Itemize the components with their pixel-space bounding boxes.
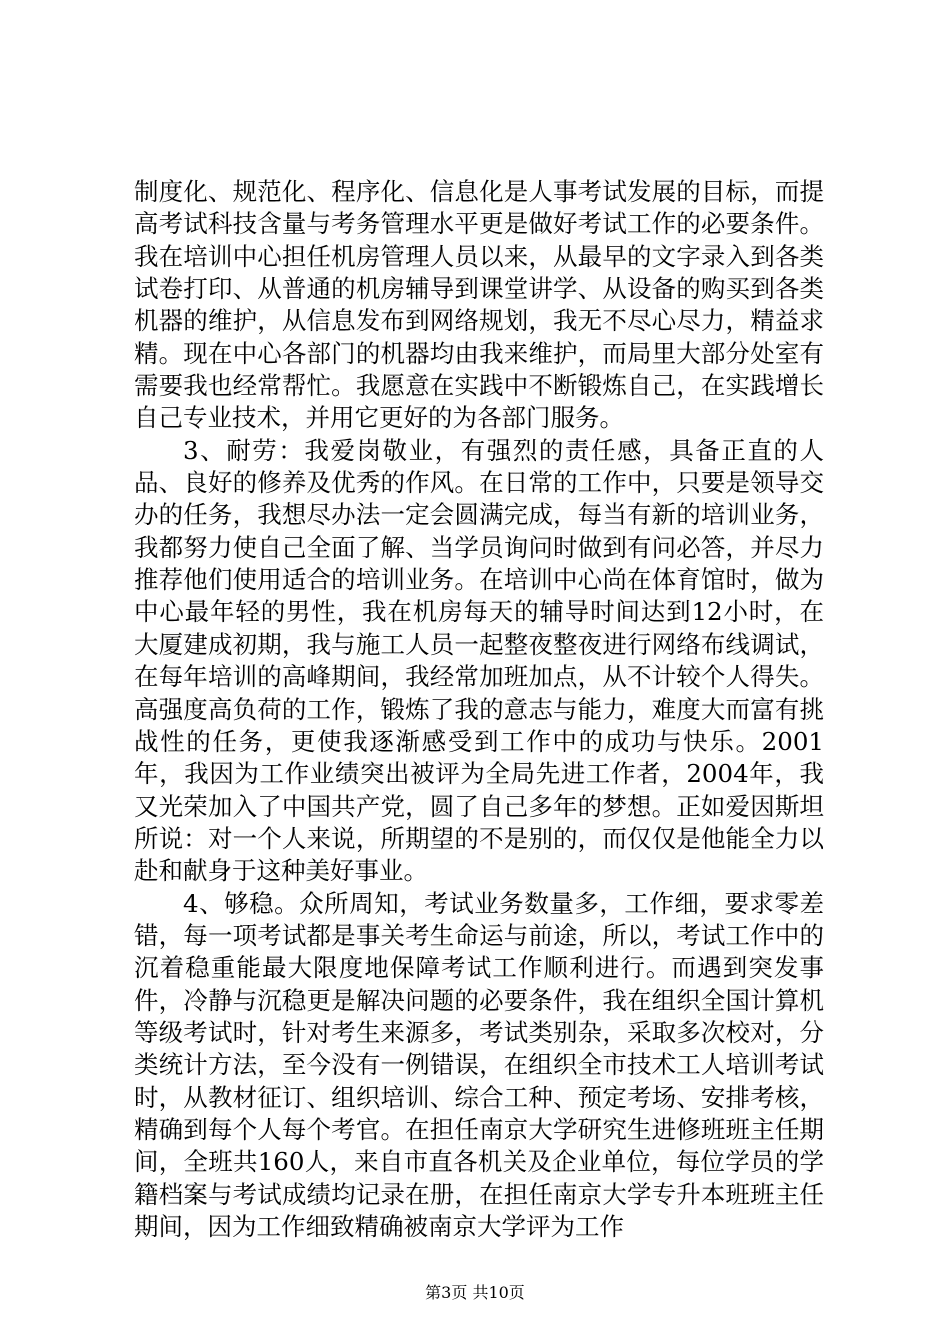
paragraph-1: 制度化、规范化、程序化、信息化是人事考试发展的目标，而提高考试科技含量与考务管理水平更是做好考试工作的必要条件。我在培训中心担任机房管理人员以来，从最早的文字录入到各类试卷打印、从普通的机房辅导到课堂讲学、从设备的购买到各类机器的维护，从信息发布到网络规划，我无不尽心尽力，精益求精。现在中心各部门的机器均由我来维护，而局里大部分处室有需要我也经常帮忙。我愿意在实践中不断锻炼自己，在实践增长自己专业技术，并用它更好的为各部门服务。	[134, 177, 824, 433]
page-number-footer: 第3页 共10页	[425, 1283, 525, 1302]
document-body	[134, 176, 824, 1243]
paragraph-3: 4、够稳。众所周知，考试业务数量多，工作细，要求零差错，每一项考试都是事关考生命运与前途，所以，考试工作中的沉着稳重能最大限度地保障考试工作顺利进行。而遇到突发事件，冷静与沉稳更是解决问题的必要条件，我在组织全国计算机等级考试时，针对考生来源多，考试类别杂，采取多次校对，分类统计方法，至今没有一例错误，在组织全市技术工人培训考试时，从教材征订、组织培训、综合工种、预定考场、安排考核，精确到每个人每个考官。在担任南京大学研究生进修班班主任期间，全班共160人，来自市直各机关及企业单位，每位学员的学籍档案与考试成绩均记录在册，在担任南京大学专升本班班主任期间，因为工作细致精确被南京大学评为工作	[134, 888, 824, 1241]
paragraph-2: 3、耐劳：我爱岗敬业，有强烈的责任感，具备正直的人品、良好的修养及优秀的作风。在日常的工作中，只要是领导交办的任务，我想尽办法一定会圆满完成，每当有新的培训业务，我都努力使自己全面了解、当学员询问时做到有问必答，并尽力推荐他们使用适合的培训业务。在培训中心尚在体育馆时，做为中心最年轻的男性，我在机房每天的辅导时间达到12小时，在大厦建成初期，我与施工人员一起整夜整夜进行网络布线调试，在每年培训的高峰期间，我经常加班加点，从不计较个人得失。高强度高负荷的工作，锻炼了我的意志与能力，难度大而富有挑战性的任务，更使我逐渐感受到工作中的成功与快乐。2001年，我因为工作业绩突出被评为全局先进工作者，2004年，我又光荣加入了中国共产党，圆了自己多年的梦想。正如爱因斯坦所说：对一个人来说，所期望的不是别的，而仅仅是他能全力以赴和献身于这种美好事业。	[134, 435, 824, 886]
